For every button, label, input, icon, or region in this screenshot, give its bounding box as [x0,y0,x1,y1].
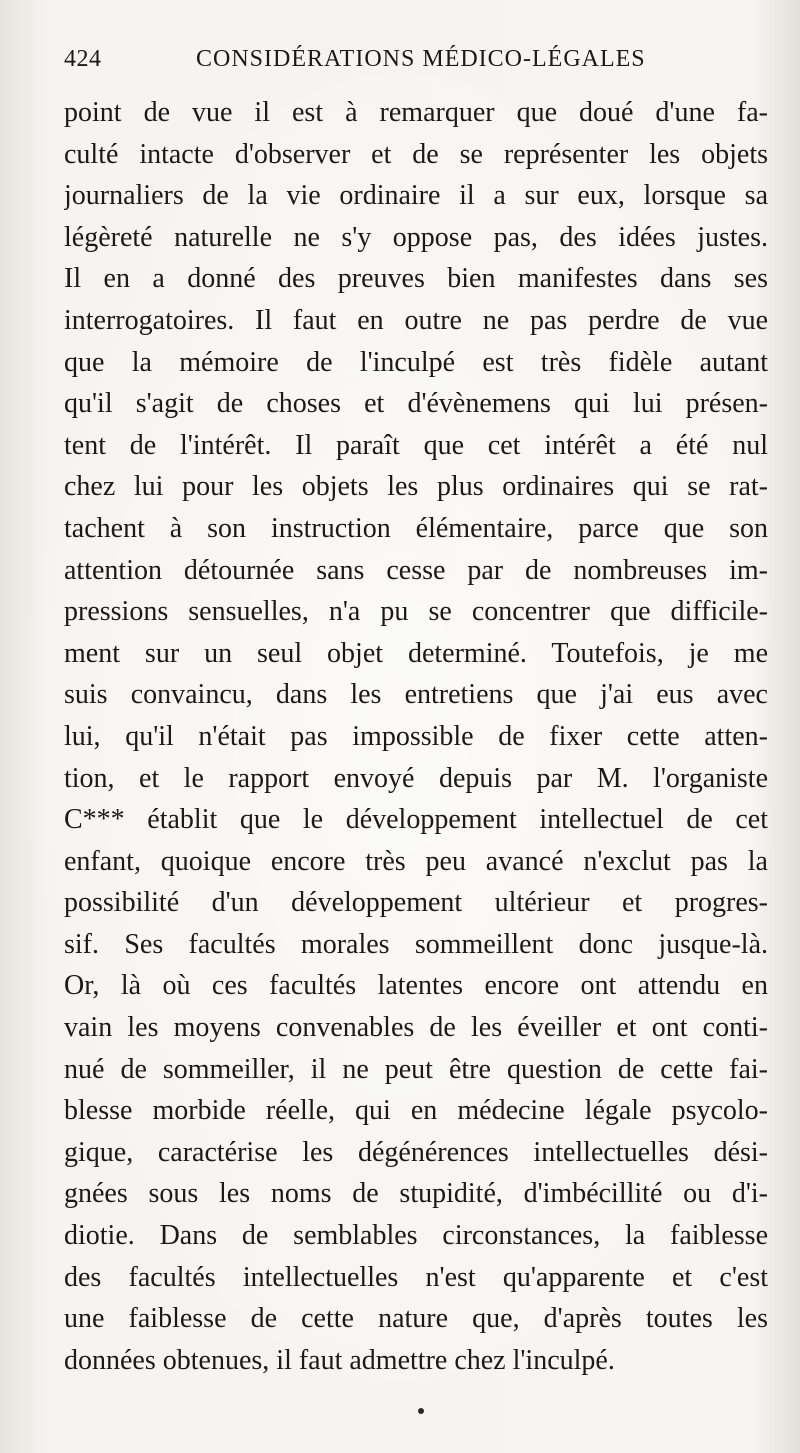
text-line: qu'il s'agit de choses et d'évènemens qui lui présen- [64,388,768,420]
text-line: que la mémoire de l'inculpé est très fidèle autant [64,346,768,378]
text-line: C*** établit que le développement intellectuel de cet [64,804,768,836]
text-line: vain les moyens convenables de les éveiller et ont conti- [64,1012,768,1044]
text-line: diotie. Dans de semblables circonstances, la faiblesse [64,1220,768,1252]
text-line: sif. Ses facultés morales sommeillent donc jusque-là. [64,928,768,960]
text-line: gique, caractérise les dégénérences intellectuelles dési- [64,1136,768,1168]
text-line: suis convaincu, dans les entretiens que j'ai eus avec [64,679,768,711]
text-line: interrogatoires. Il faut en outre ne pas perdre de vue [64,304,768,336]
text-line: blesse morbide réelle, qui en médecine légale psycolo- [64,1095,768,1127]
text-line: tachent à son instruction élémentaire, parce que son [64,512,768,544]
text-line: possibilité d'un développement ultérieur et progres- [64,887,768,919]
text-line: point de vue il est à remarquer que doué d'une fa- [64,97,768,128]
text-line: une faiblesse de cette nature que, d'après toutes les [64,1303,768,1335]
text-line: données obtenues, il faut admettre chez l'inculpé. [64,1344,615,1376]
text-line: nué de sommeiller, il ne peut être question de cette fai- [64,1053,768,1085]
text-line: légèreté naturelle ne s'y oppose pas, des idées justes. [64,221,768,253]
text-line: des facultés intellectuelles n'est qu'apparente et c'est [64,1261,768,1293]
text-line: tent de l'intérêt. Il paraît que cet intérêt a été nul [64,429,768,461]
text-line: journaliers de la vie ordinaire il a sur eux, lorsque sa [64,180,768,212]
page-header [64,46,754,76]
text-line: culté intacte d'observer et de se représenter les objets [64,138,768,170]
footer-dot-mark [418,1408,424,1414]
page-number: 424 [64,46,102,72]
text-line: attention détournée sans cesse par de nombreuses im- [64,554,768,586]
text-line: chez lui pour les objets les plus ordinaires qui se rat- [64,471,768,503]
text-line: Or, là où ces facultés latentes encore ont attendu en [64,970,768,1002]
text-line: enfant, quoique encore très peu avancé n'exclut pas la [64,845,768,877]
text-line: lui, qu'il n'était pas impossible de fixer cette atten- [64,720,768,752]
text-line: pressions sensuelles, n'a pu se concentrer que difficile- [64,596,768,628]
text-line: ment sur un seul objet determiné. Toutefois, je me [64,637,768,669]
text-line: tion, et le rapport envoyé depuis par M. l'organiste [64,762,768,794]
body-text [64,92,768,1381]
text-line: gnées sous les noms de stupidité, d'imbécillité ou d'i- [64,1178,768,1210]
text-line: Il en a donné des preuves bien manifestes dans ses [64,263,768,295]
running-head: CONSIDÉRATIONS MÉDICO-LÉGALES [196,46,646,72]
